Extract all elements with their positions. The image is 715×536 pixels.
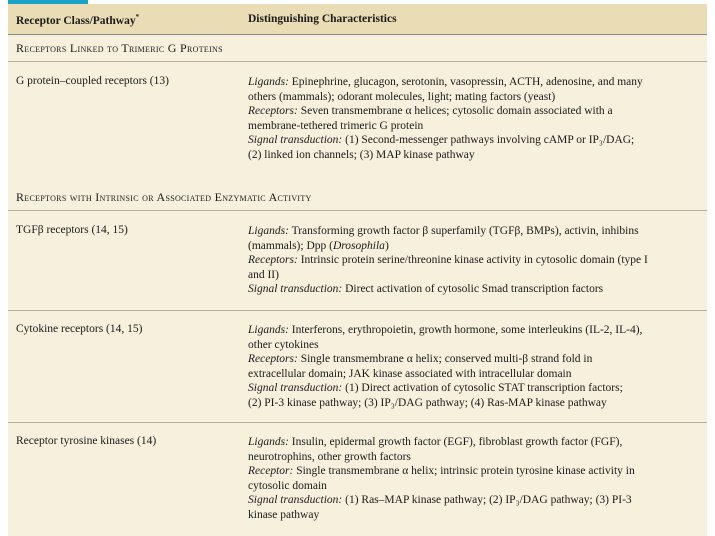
characteristic-line: Ligands: Epinephrine, glucagon, serotonin, vasopressin, ACTH, adenosine, and many [248,76,643,88]
characteristic-line: Receptor: Single transmembrane α helix; intrinsic protein tyrosine kinase activity in [248,465,635,478]
characteristic-label: Signal transduction: [248,382,343,395]
characteristic-line: cytosolic domain [248,479,327,492]
characteristic-label: Ligands: [248,225,289,237]
table-header [8,4,707,35]
characteristic-line: membrane-tethered trimeric G protein [248,119,424,132]
characteristic-label: Ligands: [248,76,289,88]
characteristic-label: Signal transduction: [248,494,343,507]
header-characteristics: Distinguishing Characteristics [248,13,397,25]
characteristic-line: neurotrophins, other growth factors [248,450,411,463]
row-name: G protein–coupled receptors (13) [16,75,169,87]
characteristic-line: (2) linked ion channels; (3) MAP kinase pathway [248,148,475,161]
row-rule [8,310,707,311]
section-title: Receptors Linked to Trimeric G Proteins [16,41,223,55]
characteristic-line: (2) PI-3 kinase pathway; (3) IP₃/DAG pathway; (4) Ras-MAP kinase pathway [248,396,607,409]
characteristic-label: Signal transduction: [248,283,343,296]
row-characteristics [248,75,698,163]
row-characteristics [248,323,698,411]
header-receptor-class-text: Receptor Class/Pathway [16,14,136,27]
section-rule [8,61,707,62]
species-name: Drosophila [332,239,385,252]
receptor-table [8,4,707,536]
characteristic-line: (mammals); Dpp (Drosophila) [248,239,389,252]
row-name: Cytokine receptors (14, 15) [16,323,143,335]
characteristic-label: Ligands: [248,436,289,448]
characteristic-line: Signal transduction: Direct activation of cytosolic Smad transcription factors [248,283,604,296]
row-name: Receptor tyrosine kinases (14) [16,435,157,447]
characteristic-line: other cytokines [248,338,319,351]
row-characteristics [248,224,698,297]
characteristic-line: extracellular domain; JAK kinase associated with intracellular domain [248,367,572,380]
characteristic-label: Receptors: [248,254,298,267]
characteristic-line: Signal transduction: (1) Second-messenger pathways involving cAMP or IP₃/DAG; [248,134,635,147]
characteristic-label: Receptors: [248,105,298,118]
characteristic-line: Ligands: Insulin, epidermal growth factor (EGF), fibroblast growth factor (FGF), [248,436,623,448]
characteristic-label: Receptors: [248,353,298,366]
characteristic-label: Ligands: [248,324,289,336]
section-rule [8,210,707,211]
characteristic-line: kinase pathway [248,508,320,521]
characteristic-line: Ligands: Interferons, erythropoietin, growth hormone, some interleukins (IL-2, IL-4), [248,324,643,336]
characteristic-label: Receptor: [248,465,294,478]
characteristic-line: Receptors: Seven transmembrane α helices; cytosolic domain associated with a [248,105,613,118]
characteristic-line: Receptors: Intrinsic protein serine/threonine kinase activity in cytosolic domain (type I [248,254,648,267]
characteristic-line: Signal transduction: (1) Ras–MAP kinase pathway; (2) IP₃/DAG pathway; (3) PI-3 [248,494,632,507]
characteristic-line: Ligands: Transforming growth factor β superfamily (TGFβ, BMPs), activin, inhibins [248,225,639,237]
row-characteristics [248,435,698,523]
header-receptor-class [16,13,139,27]
row-rule [8,422,707,423]
section-title: Receptors with Intrinsic or Associated Enzymatic Activity [16,190,312,204]
characteristic-line: Receptors: Single transmembrane α helix; conserved multi-β strand fold in [248,353,593,366]
characteristic-label: Signal transduction: [248,134,343,147]
characteristic-line: Signal transduction: (1) Direct activation of cytosolic STAT transcription factors; [248,382,623,395]
footnote-mark: * [135,13,140,21]
characteristic-line: and II) [248,268,279,281]
row-name: TGFβ receptors (14, 15) [16,224,128,236]
characteristic-line: others (mammals); odorant molecules, light; mating factors (yeast) [248,90,556,103]
